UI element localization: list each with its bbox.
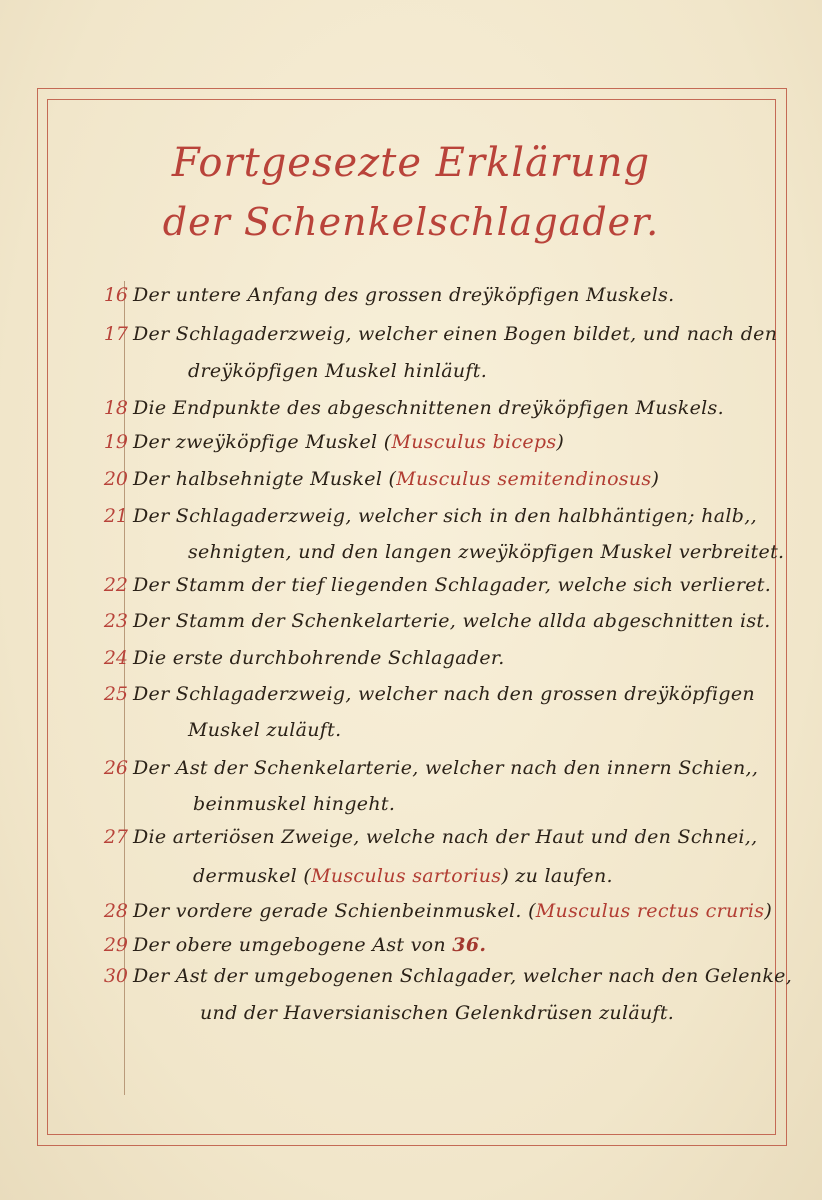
- entry-number: 17: [103, 323, 128, 345]
- entry-text-continued: dermuskel (Musculus sartorius) zu laufen.: [193, 865, 613, 887]
- page-subtitle: der Schenkelschlagader.: [162, 200, 660, 244]
- entry-text: Der halbsehnigte Muskel (Musculus semitendinosus): [133, 468, 660, 490]
- entry-text: Die erste durchbohrende Schlagader.: [133, 647, 505, 669]
- entry-number: 28: [103, 900, 128, 922]
- reference-number: 36.: [452, 934, 487, 956]
- entry-text: Der Stamm der tief liegenden Schlagader, welche sich verlieret.: [133, 574, 772, 596]
- latin-term: Musculus semitendinosus: [396, 468, 652, 490]
- entry-text-continued: und der Haversianischen Gelenkdrüsen zuläuft.: [200, 1002, 675, 1024]
- entry-number: 29: [103, 934, 128, 956]
- entry-text: Der vordere gerade Schienbeinmuskel. (Musculus rectus cruris): [133, 900, 773, 922]
- entry-number: 22: [103, 574, 128, 596]
- latin-term: Musculus rectus cruris: [535, 900, 765, 922]
- page-title: Fortgesezte Erklärung: [171, 140, 651, 186]
- entry-number: 23: [103, 610, 128, 632]
- entry-number: 25: [103, 683, 128, 705]
- entry-text: Der Schlagaderzweig, welcher nach den grossen dreÿköpfigen: [133, 683, 755, 705]
- entry-number: 21: [103, 505, 128, 527]
- entry-number: 16: [103, 284, 128, 306]
- entry-number: 19: [103, 431, 128, 453]
- entry-text-continued: beinmuskel hingeht.: [193, 793, 396, 815]
- entry-number: 27: [103, 826, 128, 848]
- entry-text: Der Schlagaderzweig, welcher sich in den halbhäntigen; halb,,: [133, 505, 757, 527]
- entry-text-continued: dreÿköpfigen Muskel hinläuft.: [188, 360, 488, 382]
- entry-text: Die Endpunkte des abgeschnittenen dreÿköpfigen Muskels.: [133, 397, 724, 419]
- latin-term: Musculus sartorius: [311, 865, 502, 887]
- entry-text: Der Schlagaderzweig, welcher einen Bogen bildet, und nach den: [133, 323, 778, 345]
- entry-text: Der Stamm der Schenkelarterie, welche allda abgeschnitten ist.: [133, 610, 771, 632]
- entry-text: Die arteriösen Zweige, welche nach der Haut und den Schnei,,: [133, 826, 758, 848]
- entry-number: 26: [103, 757, 128, 779]
- entry-number: 18: [103, 397, 128, 419]
- entry-number: 20: [103, 468, 128, 490]
- entry-text: Der Ast der umgebogenen Schlagader, welcher nach den Gelenke,: [133, 965, 793, 987]
- entry-text: Der Ast der Schenkelarterie, welcher nach den innern Schien,,: [133, 757, 759, 779]
- entry-text-continued: sehnigten, und den langen zweÿköpfigen Muskel verbreitet.: [188, 541, 785, 563]
- latin-term: Musculus biceps: [391, 431, 557, 453]
- entry-text: Der zweÿköpfige Muskel (Musculus biceps): [133, 431, 565, 453]
- entry-number: 24: [103, 647, 128, 669]
- entry-text: Der obere umgebogene Ast von 36.: [133, 934, 487, 956]
- faded-pencil-note: [562, 20, 802, 38]
- entry-text-continued: Muskel zuläuft.: [188, 719, 342, 741]
- entry-text: Der untere Anfang des grossen dreÿköpfigen Muskels.: [133, 284, 675, 306]
- entry-number: 30: [103, 965, 128, 987]
